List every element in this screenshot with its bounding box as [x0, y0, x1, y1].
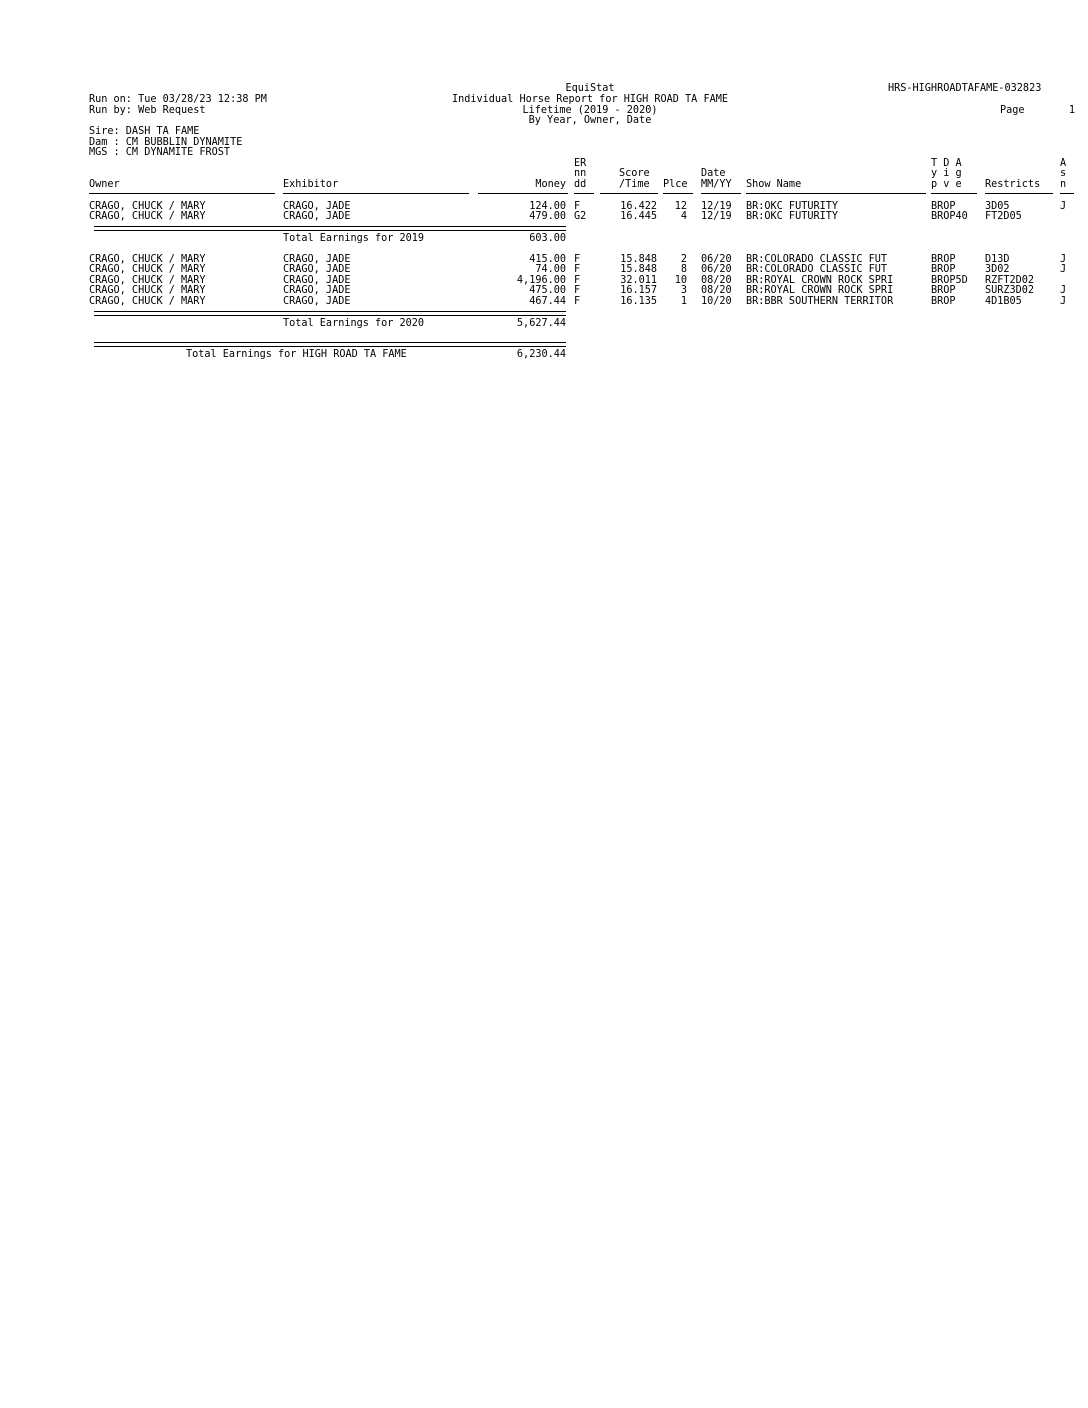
place-underline: [663, 193, 693, 194]
owner-cell: CRAGO, CHUCK / MARY: [89, 201, 206, 212]
col-as-line2: s: [1060, 168, 1067, 179]
money-cell: 4,196.00: [516, 275, 566, 286]
col-score-line2: /Time: [619, 179, 650, 190]
money-cell: 74.00: [535, 264, 566, 275]
ernd-cell: G2: [574, 211, 587, 222]
tda-cell: BROP5D: [931, 275, 968, 286]
owner-cell: CRAGO, CHUCK / MARY: [89, 296, 206, 307]
place-cell: 1: [680, 296, 687, 307]
score-cell: 16.135: [620, 296, 657, 307]
year-total-label: Total Earnings for 2020: [283, 318, 425, 329]
place-cell: 10: [674, 275, 687, 286]
asn-cell: J: [1060, 285, 1067, 296]
place-cell: 3: [680, 285, 687, 296]
owner-cell: CRAGO, CHUCK / MARY: [89, 254, 206, 265]
page-number: 1: [1068, 105, 1075, 116]
col-er-line3: dd: [574, 179, 587, 190]
report-code: HRS-HIGHROADTAFAME-032823: [888, 83, 1042, 94]
show-cell: BR:ROYAL CROWN ROCK SPRI: [746, 275, 894, 286]
show-cell: BR:COLORADO CLASSIC FUT: [746, 254, 888, 265]
money-underline: [478, 193, 568, 194]
score-cell: 15.848: [620, 264, 657, 275]
as-underline: [1060, 193, 1074, 194]
exhibitor-cell: CRAGO, JADE: [283, 296, 351, 307]
asn-cell: J: [1060, 254, 1067, 265]
restricts-cell: FT2D05: [985, 211, 1022, 222]
col-exhibitor: Exhibitor: [283, 179, 339, 190]
col-owner: Owner: [89, 179, 120, 190]
owner-cell: CRAGO, CHUCK / MARY: [89, 275, 206, 286]
score-cell: 16.157: [620, 285, 657, 296]
owner-cell: CRAGO, CHUCK / MARY: [89, 211, 206, 222]
col-tda-line3: p v e: [931, 179, 962, 190]
money-cell: 475.00: [529, 285, 566, 296]
score-cell: 16.422: [620, 201, 657, 212]
page-label: Page: [1000, 105, 1025, 116]
col-er-line1: ER: [574, 158, 587, 169]
ernd-cell: F: [574, 201, 581, 212]
show-cell: BR:OKC FUTURITY: [746, 201, 839, 212]
er-underline: [574, 193, 594, 194]
date-cell: 08/20: [701, 275, 732, 286]
tda-cell: BROP: [931, 285, 956, 296]
date-cell: 10/20: [701, 296, 732, 307]
col-tda-line1: T D A: [931, 158, 962, 169]
exhibitor-cell: CRAGO, JADE: [283, 254, 351, 265]
restricts-cell: D13D: [985, 254, 1010, 265]
date-underline: [701, 193, 741, 194]
dam: Dam : CM BUBBLIN DYNAMITE: [89, 137, 243, 148]
col-place: Plce: [663, 179, 688, 190]
run-on: Run on: Tue 03/28/23 12:38 PM: [89, 94, 267, 105]
show-cell: BR:OKC FUTURITY: [746, 211, 839, 222]
ernd-cell: F: [574, 296, 581, 307]
asn-cell: J: [1060, 201, 1067, 212]
maternal-grandsire: MGS : CM DYNAMITE FROST: [89, 147, 231, 158]
exhibitor-cell: CRAGO, JADE: [283, 211, 351, 222]
owner-underline: [89, 193, 275, 194]
col-score-line1: Score: [619, 168, 650, 179]
app-name: EquiStat: [565, 83, 615, 94]
year-total-value: 5,627.44: [516, 318, 566, 329]
grand-total-divider: [94, 342, 566, 347]
money-cell: 467.44: [529, 296, 566, 307]
place-cell: 8: [680, 264, 687, 275]
subtotal-divider: [94, 311, 566, 316]
col-as-line3: n: [1060, 179, 1067, 190]
col-date-line2: MM/YY: [701, 179, 732, 190]
score-underline: [600, 193, 658, 194]
ernd-cell: F: [574, 275, 581, 286]
subtotal-divider: [94, 226, 566, 231]
asn-cell: J: [1060, 264, 1067, 275]
asn-cell: J: [1060, 296, 1067, 307]
col-date-line1: Date: [701, 168, 726, 179]
grand-total-value: 6,230.44: [516, 349, 566, 360]
ernd-cell: F: [574, 264, 581, 275]
owner-cell: CRAGO, CHUCK / MARY: [89, 285, 206, 296]
col-show-name: Show Name: [746, 179, 802, 190]
tda-cell: BROP: [931, 254, 956, 265]
tda-cell: BROP: [931, 201, 956, 212]
col-tda-line2: y i g: [931, 168, 962, 179]
exhibitor-cell: CRAGO, JADE: [283, 285, 351, 296]
show-underline: [746, 193, 926, 194]
restricts-cell: RZFT2D02: [985, 275, 1035, 286]
money-cell: 479.00: [529, 211, 566, 222]
score-cell: 15.848: [620, 254, 657, 265]
show-cell: BR:COLORADO CLASSIC FUT: [746, 264, 888, 275]
run-by: Run by: Web Request: [89, 105, 206, 116]
ernd-cell: F: [574, 254, 581, 265]
show-cell: BR:ROYAL CROWN ROCK SPRI: [746, 285, 894, 296]
report-title: Individual Horse Report for HIGH ROAD TA FAME: [451, 94, 728, 105]
exhibitor-cell: CRAGO, JADE: [283, 275, 351, 286]
place-cell: 12: [674, 201, 687, 212]
date-cell: 12/19: [701, 211, 732, 222]
restricts-cell: 3D05: [985, 201, 1010, 212]
owner-cell: CRAGO, CHUCK / MARY: [89, 264, 206, 275]
year-total-label: Total Earnings for 2019: [283, 233, 425, 244]
place-cell: 2: [680, 254, 687, 265]
date-cell: 06/20: [701, 254, 732, 265]
tda-underline: [931, 193, 977, 194]
table-row: [0, 297, 1088, 308]
show-cell: BR:BBR SOUTHERN TERRITOR: [746, 296, 894, 307]
exhibitor-cell: CRAGO, JADE: [283, 201, 351, 212]
col-er-line2: nn: [574, 168, 587, 179]
restricts-cell: 3D02: [985, 264, 1010, 275]
score-cell: 32.011: [620, 275, 657, 286]
date-cell: 12/19: [701, 201, 732, 212]
col-restricts: Restricts: [985, 179, 1041, 190]
date-cell: 06/20: [701, 264, 732, 275]
score-cell: 16.445: [620, 211, 657, 222]
restricts-cell: SURZ3D02: [985, 285, 1035, 296]
year-total-value: 603.00: [529, 233, 566, 244]
tda-cell: BROP: [931, 296, 956, 307]
place-cell: 4: [680, 211, 687, 222]
table-row: [0, 212, 1088, 223]
sire: Sire: DASH TA FAME: [89, 126, 200, 137]
tda-cell: BROP40: [931, 211, 968, 222]
exhibitor-cell: CRAGO, JADE: [283, 264, 351, 275]
sort-order: By Year, Owner, Date: [528, 115, 652, 126]
money-cell: 124.00: [529, 201, 566, 212]
grand-total-label: Total Earnings for HIGH ROAD TA FAME: [186, 349, 407, 360]
col-as-line1: A: [1060, 158, 1067, 169]
restricts-underline: [985, 193, 1053, 194]
date-cell: 08/20: [701, 285, 732, 296]
restricts-cell: 4D1B05: [985, 296, 1022, 307]
col-money: Money: [535, 179, 566, 190]
tda-cell: BROP: [931, 264, 956, 275]
ernd-cell: F: [574, 285, 581, 296]
lifetime-range: Lifetime (2019 - 2020): [522, 105, 658, 116]
money-cell: 415.00: [529, 254, 566, 265]
exhibitor-underline: [283, 193, 469, 194]
